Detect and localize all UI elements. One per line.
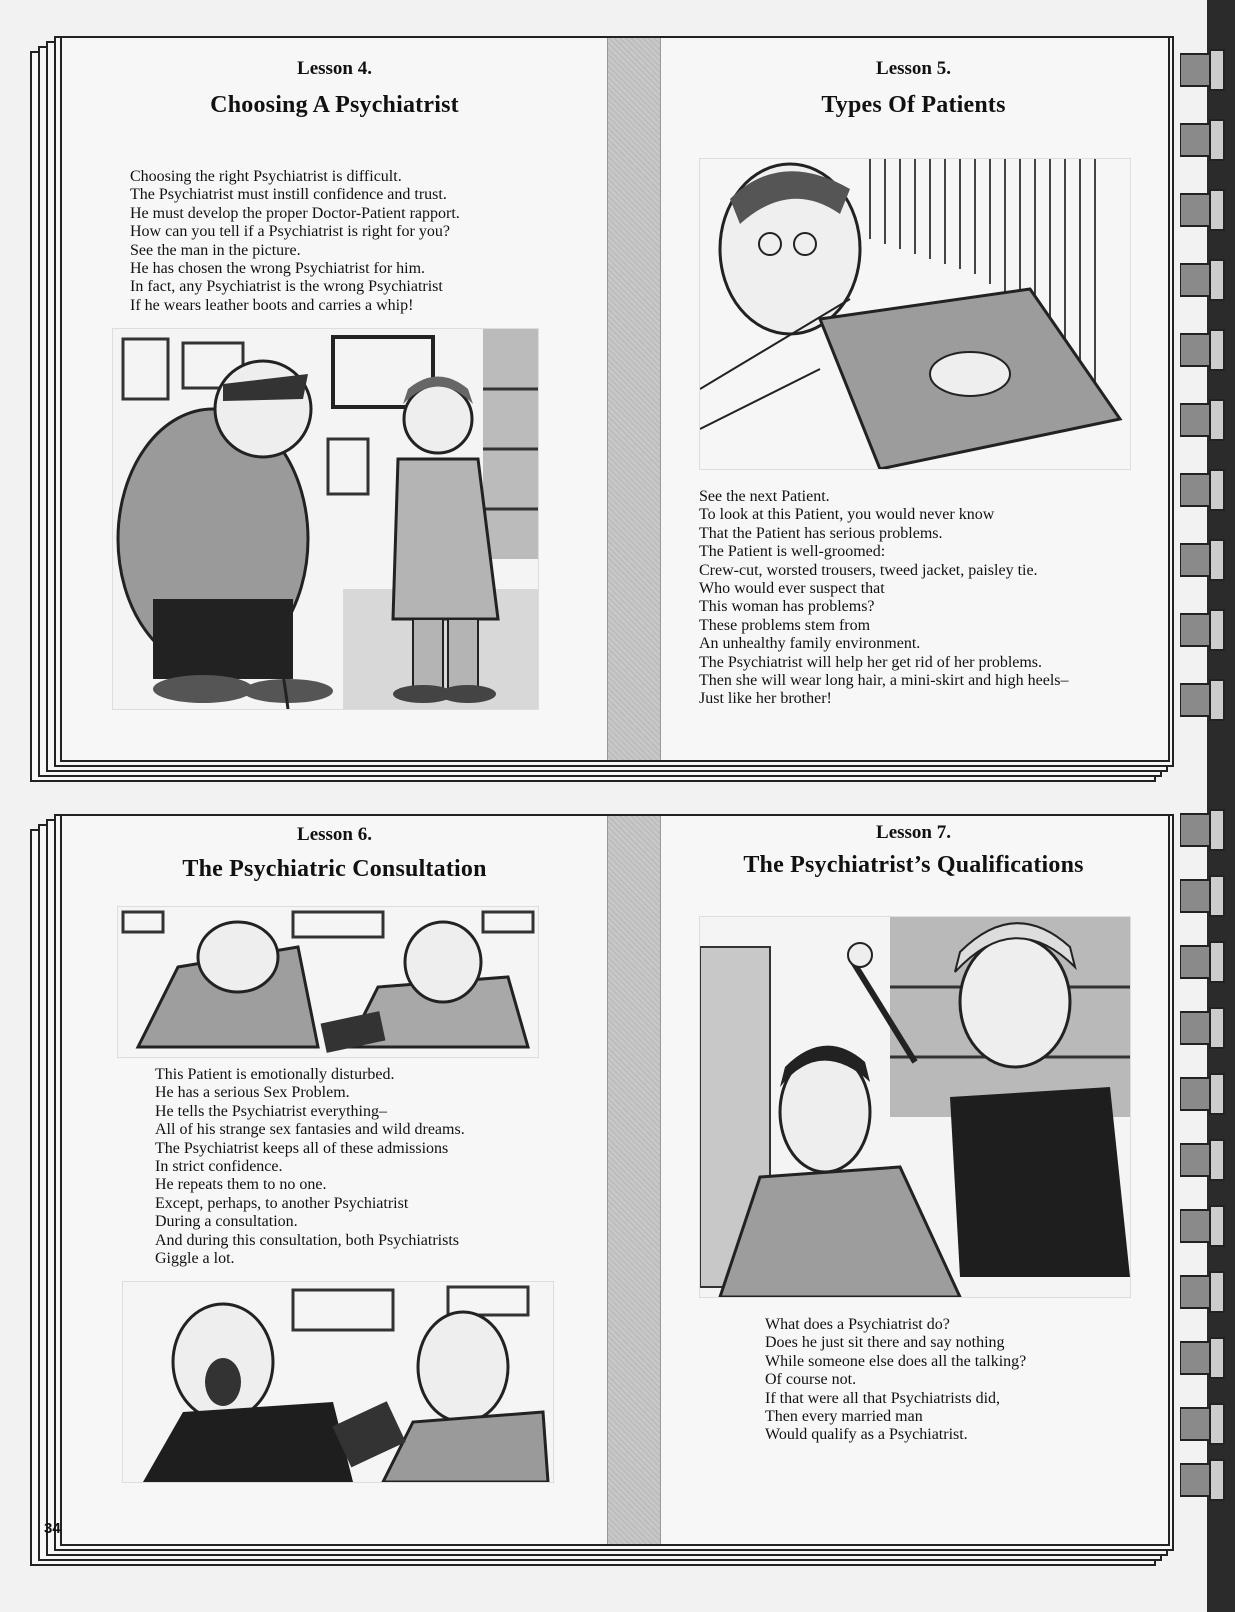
text-line: The Patient is well-groomed: xyxy=(699,543,886,561)
text-line: Does he just sit there and say nothing xyxy=(765,1334,1005,1352)
spiral-coil xyxy=(1180,188,1226,232)
spiral-coil xyxy=(1180,1138,1226,1182)
text-line: Of course not. xyxy=(765,1371,857,1389)
spiral-coil xyxy=(1180,398,1226,442)
lesson-4-cartoon xyxy=(112,328,539,710)
text-line: All of his strange sex fantasies and wild dreams. xyxy=(155,1121,465,1139)
notebook-spread-bottom xyxy=(30,808,1200,1566)
lesson-4-title: Choosing A Psychiatrist xyxy=(210,92,459,118)
lesson-6-number: Lesson 6. xyxy=(297,824,372,845)
lesson-6-title: The Psychiatric Consultation xyxy=(182,856,487,882)
notebook-spread-top xyxy=(30,30,1200,782)
lesson-4-page xyxy=(62,38,607,760)
spiral-coil xyxy=(1180,48,1226,92)
text-line: He has a serious Sex Problem. xyxy=(155,1084,350,1102)
text-line: What does a Psychiatrist do? xyxy=(765,1316,950,1333)
text-line: And during this consultation, both Psychiatrists xyxy=(155,1231,459,1249)
text-line: Would qualify as a Psychiatrist. xyxy=(765,1426,968,1444)
lesson-6-page xyxy=(62,816,607,1544)
text-line: See the next Patient. xyxy=(699,488,830,505)
spiral-coil xyxy=(1180,940,1226,984)
text-line: How can you tell if a Psychiatrist is right for you? xyxy=(130,223,450,241)
open-book-bottom xyxy=(60,814,1170,1546)
lesson-5-page xyxy=(659,38,1168,760)
book-gutter xyxy=(607,816,661,1544)
lesson-5-number: Lesson 5. xyxy=(876,58,951,79)
lesson-7-cartoon xyxy=(699,916,1131,1298)
text-line: Then every married man xyxy=(765,1408,923,1426)
spiral-coil xyxy=(1180,328,1226,372)
spiral-coil xyxy=(1180,608,1226,652)
spiral-coil xyxy=(1180,1270,1226,1314)
lesson-7-number: Lesson 7. xyxy=(876,822,951,843)
text-line: Crew-cut, worsted trousers, tweed jacket, paisley tie. xyxy=(699,561,1038,579)
spiral-coil xyxy=(1180,874,1226,918)
text-line: Choosing the right Psychiatrist is difficult. xyxy=(130,168,402,185)
text-line: During a consultation. xyxy=(155,1213,298,1231)
text-line: That the Patient has serious problems. xyxy=(699,524,943,542)
text-line: See the man in the picture. xyxy=(130,241,301,259)
lesson-7-title: The Psychiatrist’s Qualifications xyxy=(743,852,1084,878)
spiral-coil xyxy=(1180,1072,1226,1116)
text-line: Giggle a lot. xyxy=(155,1250,235,1268)
spiral-binding xyxy=(1180,48,1226,738)
spiral-binding xyxy=(1180,808,1226,1498)
text-line: In fact, any Psychiatrist is the wrong Psychiatrist xyxy=(130,278,443,296)
lesson-5-cartoon xyxy=(699,158,1131,470)
spiral-coil xyxy=(1180,808,1226,852)
text-line: Except, perhaps, to another Psychiatrist xyxy=(155,1194,409,1212)
spiral-coil xyxy=(1180,468,1226,512)
text-line: Who would ever suspect that xyxy=(699,580,885,598)
spiral-coil xyxy=(1180,1204,1226,1248)
text-line: In strict confidence. xyxy=(155,1158,283,1176)
lesson-7-text xyxy=(765,1316,1026,1445)
text-line: These problems stem from xyxy=(699,616,871,634)
text-line: If that were all that Psychiatrists did, xyxy=(765,1389,1001,1407)
lesson-5-text xyxy=(699,488,1069,709)
text-line: He tells the Psychiatrist everything– xyxy=(155,1102,387,1120)
spiral-coil xyxy=(1180,538,1226,582)
spiral-coil xyxy=(1180,118,1226,162)
text-line: If he wears leather boots and carries a whip! xyxy=(130,296,414,314)
open-book-top xyxy=(60,36,1170,762)
spiral-coil xyxy=(1180,1006,1226,1050)
lesson-4-text xyxy=(130,168,460,315)
text-line: An unhealthy family environment. xyxy=(699,635,921,653)
text-line: The Psychiatrist must instill confidence and trust. xyxy=(130,186,447,204)
lesson-5-title: Types Of Patients xyxy=(821,92,1006,118)
text-line: He must develop the proper Doctor-Patient rapport. xyxy=(130,204,460,222)
spiral-coil xyxy=(1180,1458,1226,1502)
lesson-7-page xyxy=(659,816,1168,1544)
text-line: This Patient is emotionally disturbed. xyxy=(155,1066,395,1083)
text-line: Just like her brother! xyxy=(699,690,832,708)
spiral-coil xyxy=(1180,258,1226,302)
text-line: To look at this Patient, you would never know xyxy=(699,506,995,524)
book-gutter xyxy=(607,38,661,760)
text-line: He has chosen the wrong Psychiatrist for him. xyxy=(130,260,426,278)
text-line: Then she will wear long hair, a mini-skirt and high heels– xyxy=(699,672,1069,690)
spiral-coil xyxy=(1180,1336,1226,1380)
spiral-coil xyxy=(1180,1402,1226,1446)
text-line: He repeats them to no one. xyxy=(155,1176,327,1194)
text-line: The Psychiatrist will help her get rid of her problems. xyxy=(699,653,1043,671)
text-line: While someone else does all the talking? xyxy=(765,1352,1027,1370)
text-line: The Psychiatrist keeps all of these admissions xyxy=(155,1139,449,1157)
page-number: 34 xyxy=(44,1520,61,1537)
text-line: This woman has problems? xyxy=(699,598,875,616)
lesson-6-cartoon-bottom xyxy=(122,1281,554,1483)
lesson-4-number: Lesson 4. xyxy=(297,58,372,79)
lesson-6-text xyxy=(155,1066,465,1268)
spiral-coil xyxy=(1180,678,1226,722)
lesson-6-cartoon-top xyxy=(117,906,539,1058)
